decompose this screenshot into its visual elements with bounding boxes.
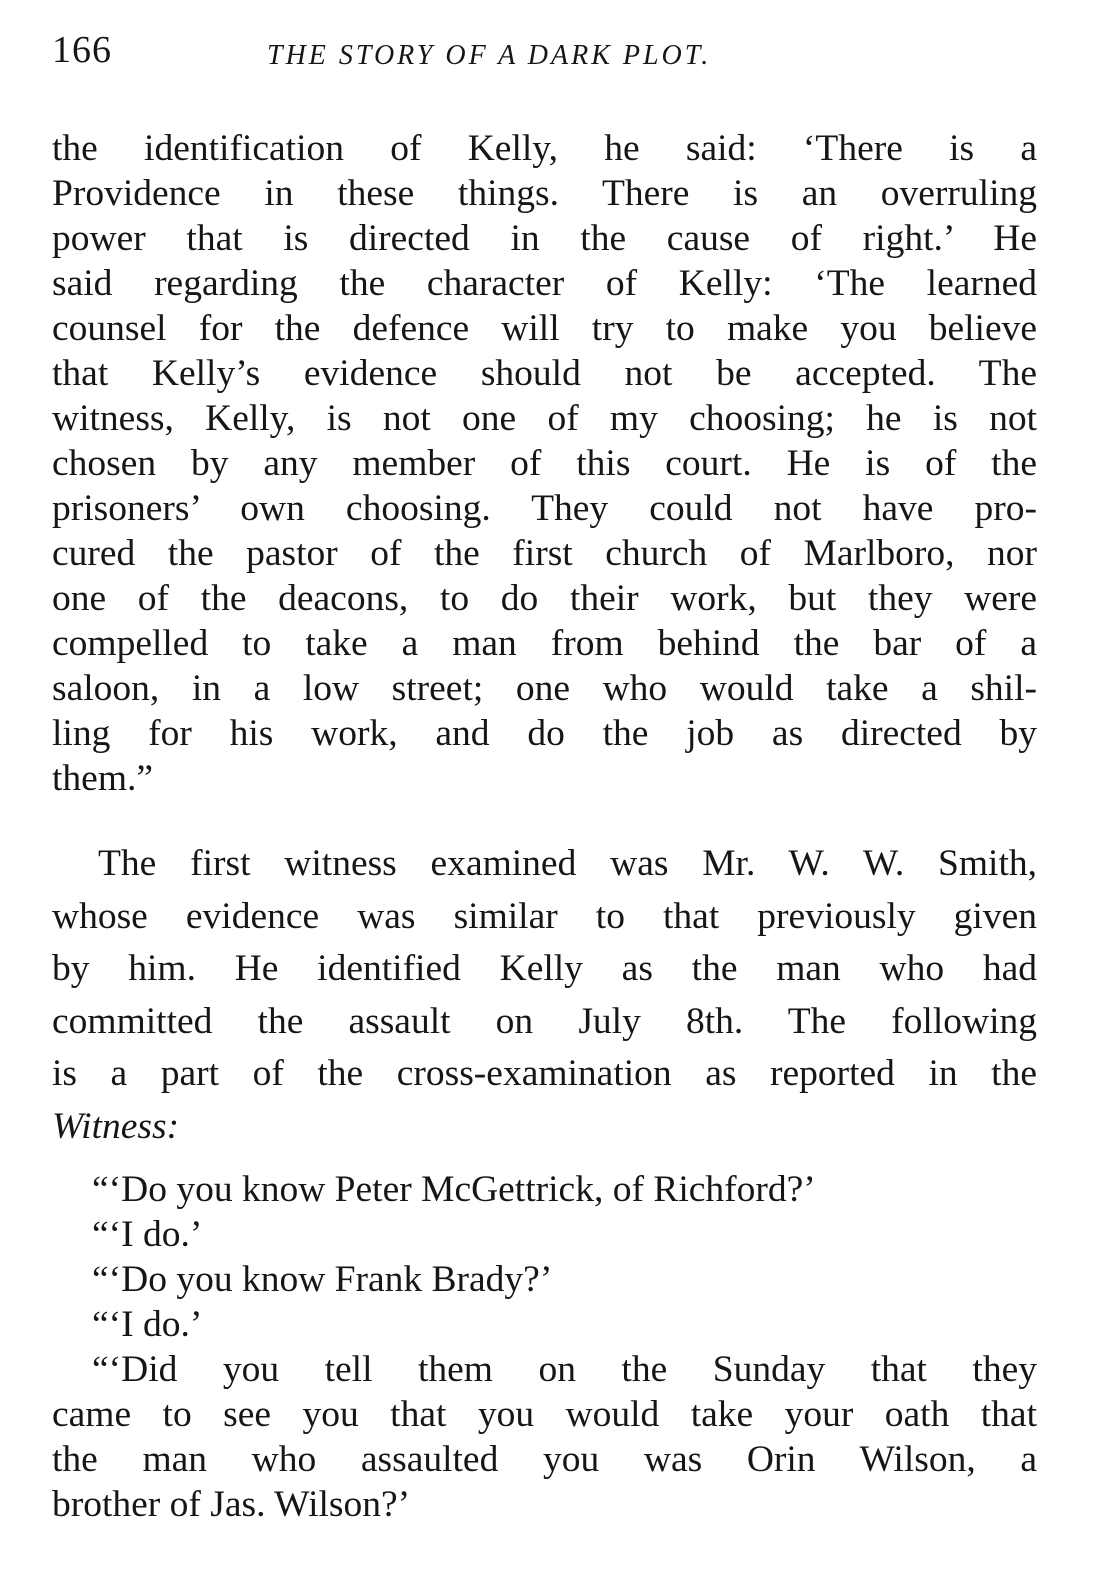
text-line: prisoners’ own choosing. They could not have pro- bbox=[52, 488, 1037, 529]
text-line: power that is directed in the cause of right.’ He bbox=[52, 218, 1037, 259]
text-line: committed the assault on July 8th. The following bbox=[52, 1000, 1037, 1042]
text-line: compelled to take a man from behind the bar of a bbox=[52, 623, 1037, 664]
text-line: came to see you that you would take your oath that bbox=[52, 1394, 1037, 1435]
dialogue bbox=[52, 1167, 1037, 1527]
dialogue-question: “‘Do you know Frank Brady?’ bbox=[92, 1259, 553, 1300]
text-line: whose evidence was similar to that previously given bbox=[52, 895, 1037, 937]
text-line: is a part of the cross-examination as reported in the bbox=[52, 1053, 1037, 1094]
text-line: saloon, in a low street; one who would take a shil- bbox=[52, 668, 1037, 709]
text-line: by him. He identified Kelly as the man who had bbox=[52, 948, 1037, 989]
text-line: ling for his work, and do the job as directed by bbox=[52, 713, 1037, 754]
text-line: the man who assaulted you was Orin Wilson, a bbox=[52, 1439, 1037, 1480]
dialogue-question: “‘Do you know Peter McGettrick, of Richford?’ bbox=[92, 1169, 816, 1210]
text-line: them.” bbox=[52, 758, 154, 799]
text-line: chosen by any member of this court. He is of the bbox=[52, 443, 1037, 484]
running-title: THE STORY OF A DARK PLOT. bbox=[267, 40, 712, 71]
text-line: counsel for the defence will try to make you believe bbox=[52, 308, 1037, 349]
dialogue-answer: “‘I do.’ bbox=[92, 1304, 203, 1345]
page-header bbox=[52, 28, 1042, 78]
paragraph-quotation bbox=[52, 126, 1037, 801]
text-line: witness, Kelly, is not one of my choosing; he is not bbox=[52, 398, 1037, 439]
paragraph-witness bbox=[52, 838, 1037, 1153]
dialogue-question: “‘Did you tell them on the Sunday that they bbox=[92, 1349, 1037, 1390]
text-line: Providence in these things. There is an overruling bbox=[52, 173, 1037, 214]
text-line: that Kelly’s evidence should not be accepted. The bbox=[52, 353, 1037, 394]
text-line: said regarding the character of Kelly: ‘The learned bbox=[52, 263, 1037, 304]
text-line: The first witness examined was Mr. W. W. Smith, bbox=[98, 843, 1037, 884]
page-number: 166 bbox=[52, 29, 112, 71]
text-line-italic bbox=[52, 1101, 1037, 1154]
text-line: the identification of Kelly, he said: ‘There is a bbox=[52, 128, 1037, 169]
dialogue-answer: “‘I do.’ bbox=[92, 1214, 203, 1255]
text-line: cured the pastor of the first church of Marlboro, nor bbox=[52, 533, 1037, 574]
newspaper-name: Witness: bbox=[52, 1105, 180, 1147]
text-line: one of the deacons, to do their work, but they were bbox=[52, 578, 1037, 619]
text-line: brother of Jas. Wilson?’ bbox=[52, 1484, 411, 1525]
